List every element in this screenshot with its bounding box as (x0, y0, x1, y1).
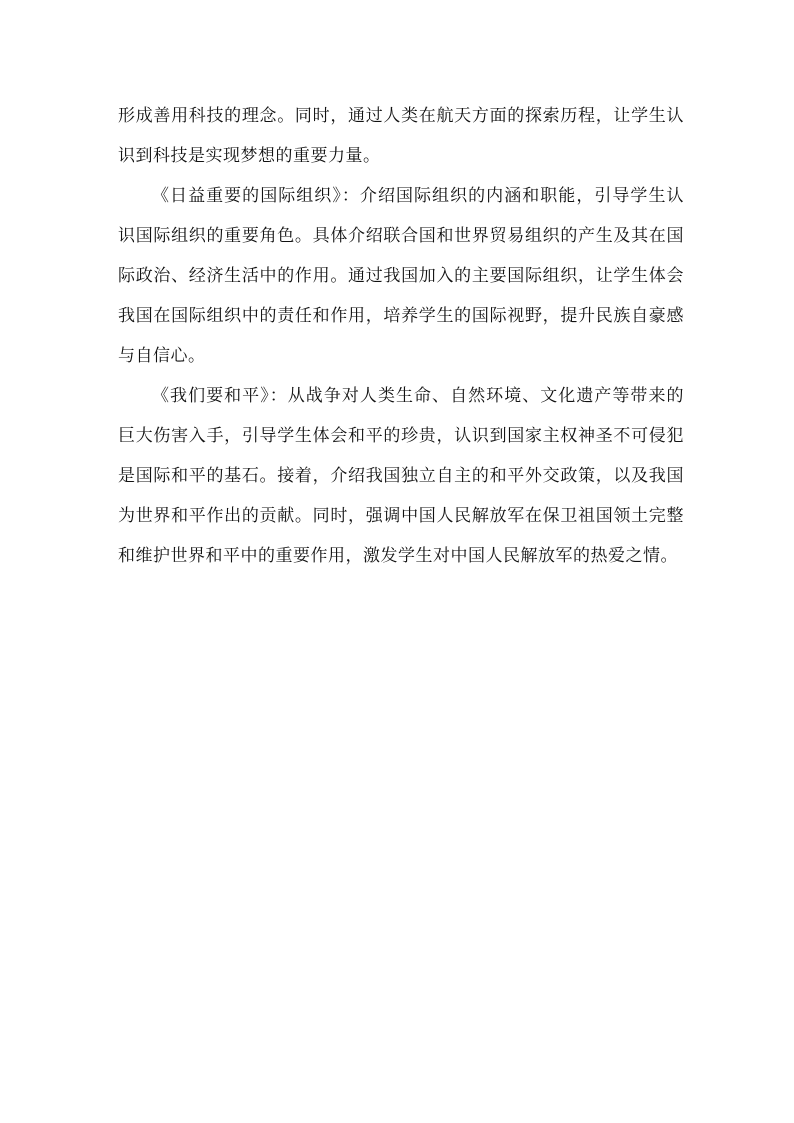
paragraph-international-organizations: 《日益重要的国际组织》：介绍国际组织的内涵和职能，引导学生认识国际组织的重要角色。具体介绍联合国和世界贸易组织的产生及其在国际政治、经济生活中的作用。通过我国加入的主要国际组织，让学生体会我国在国际组织中的责任和作用，培养学生的国际视野，提升民族自豪感与自信心。 (118, 186, 684, 366)
paragraph-continuation: 形成善用科技的理念。同时，通过人类在航天方面的探索历程，让学生认识到科技是实现梦想的重要力量。 (118, 106, 684, 166)
paragraph-we-want-peace: 《我们要和平》：从战争对人类生命、自然环境、文化遗产等带来的巨大伤害入手，引导学生体会和平的珍贵，认识到国家主权神圣不可侵犯是国际和平的基石。接着，介绍我国独立自主的和平外交政策，以及我国为世界和平作出的贡献。同时，强调中国人民解放军在保卫祖国领土完整和维护世界和平中的重要作用，激发学生对中国人民解放军的热爱之情。 (118, 386, 684, 566)
document-body (118, 96, 684, 576)
